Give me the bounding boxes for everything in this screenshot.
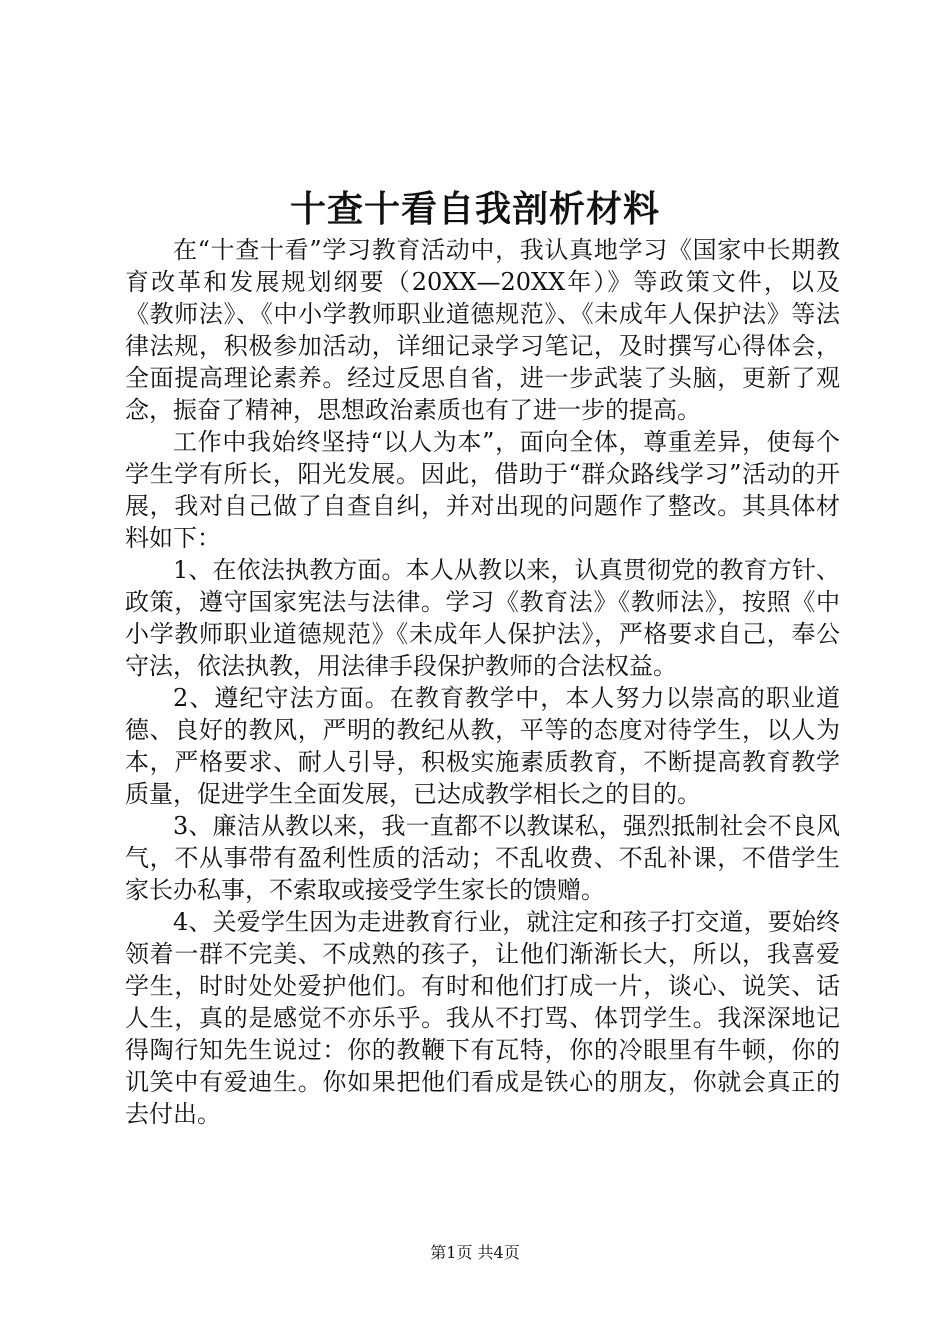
document-title: 十查十看自我剖析材料 bbox=[289, 188, 660, 230]
paragraph-intro: 在“十查十看”学习教育活动中，我认真地学习《国家中长期教育改革和发展规划纲要（20XX—20XX年）》等政策文件，以及《教师法》、《中小学教师职业道德规范》、《未成年人保护法》等法律法规，积极参加活动，详细记录学习笔记，及时撰写心得体会，全面提高理论素养。经过反思自省，进一步武装了头脑，更新了观念，振奋了精神，思想政治素质也有了进一步的提高。 bbox=[125, 236, 840, 424]
paragraph-item-2: 2、遵纪守法方面。在教育教学中，本人努力以崇高的职业道德、良好的教风，严明的教纪从教，平等的态度对待学生，以人为本，严格要求、耐人引导，积极实施素质教育，不断提高教育教学质量，促进学生全面发展，已达成教学相长之的目的。 bbox=[125, 684, 840, 808]
paragraph-item-4: 4、关爱学生因为走进教育行业，就注定和孩子打交道，要始终领着一群不完美、不成熟的孩子，让他们渐渐长大，所以，我喜爱学生，时时处处爱护他们。有时和他们打成一片，谈心、说笑、话人生，真的是感觉不亦乐乎。我从不打骂、体罚学生。我深深地记得陶行知先生说过：你的教鞭下有瓦特，你的冷眼里有牛顿，你的讥笑中有爱迪生。你如果把他们看成是铁心的朋友，你就会真正的去付出。 bbox=[125, 908, 840, 1128]
paragraph-item-3: 3、廉洁从教以来，我一直都不以教谋私，强烈抵制社会不良风气，不从事带有盈利性质的活动；不乱收费、不乱补课，不借学生家长办私事，不索取或接受学生家长的馈赠。 bbox=[125, 812, 840, 904]
paragraph-item-1: 1、在依法执教方面。本人从教以来，认真贯彻党的教育方针、政策，遵守国家宪法与法律。学习《教育法》《教师法》，按照《中小学教师职业道德规范》《未成年人保护法》，严格要求自己，奉公守法，依法执教，用法律手段保护教师的合法权益。 bbox=[125, 556, 840, 680]
document-body bbox=[125, 234, 840, 1130]
paragraph-work-principle: 工作中我始终坚持“以人为本”，面向全体，尊重差异，使每个学生学有所长，阳光发展。因此，借助于“群众路线学习”活动的开展，我对自己做了自查自纠，并对出现的问题作了整改。其具体材料如下： bbox=[125, 428, 840, 552]
page-number-footer: 第1页 共4页 bbox=[430, 1243, 520, 1262]
